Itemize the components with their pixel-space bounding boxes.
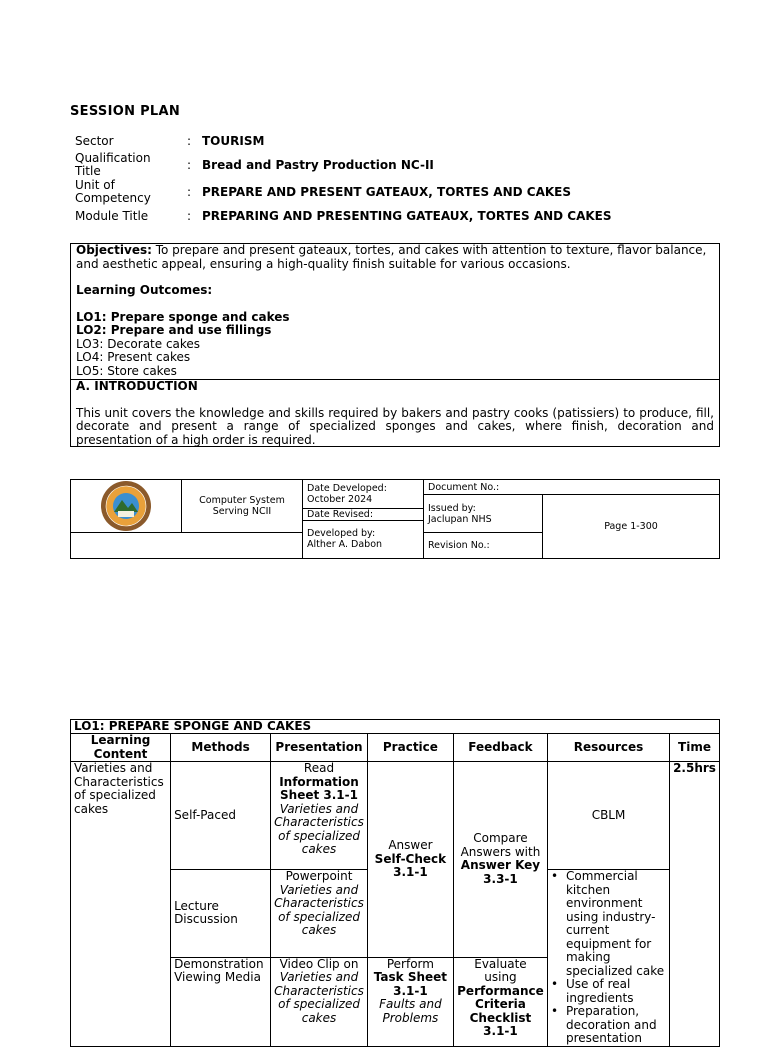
revision-no-label: Revision No.: <box>424 533 543 559</box>
column-header: Feedback <box>453 734 547 762</box>
meta-colon: : <box>187 184 192 199</box>
column-header: Methods <box>171 734 271 762</box>
meta-colon: : <box>187 134 192 148</box>
meta-row-module <box>70 206 617 226</box>
meta-label: Module Title <box>75 208 149 223</box>
column-header: Resources <box>547 734 669 762</box>
learning-content-cell: Varieties and Characteristics of specialized cakes <box>71 762 171 1047</box>
lo1-plan-table <box>70 719 720 1047</box>
school-seal-icon <box>100 480 152 532</box>
developed-by-label: Developed by: <box>307 528 376 540</box>
resource-item: • Use of real ingredients <box>566 978 666 1005</box>
column-header: Time <box>670 734 720 762</box>
objectives-section <box>71 244 719 380</box>
introduction-heading: A. INTRODUCTION <box>76 379 198 393</box>
date-developed-cell <box>303 480 424 509</box>
objectives-text: To prepare and present gateaux, tortes, and cakes with attention to texture, flavor balance, and aesthetic appeal, ensuring a high-quality finish suitable for various occasions. <box>76 243 707 271</box>
page-number: Page 1-300 <box>543 495 720 559</box>
learning-outcome-item: LO4: Present cakes <box>76 350 191 364</box>
resources-list-cell <box>547 870 669 1047</box>
presentation-pre: Read <box>303 761 335 775</box>
presentation-pre: Video Clip on <box>279 956 359 971</box>
lo1-heading: LO1: PREPARE SPONGE AND CAKES <box>71 720 720 734</box>
column-header: Learning Content <box>71 734 171 762</box>
presentation-pre: Powerpoint <box>285 869 353 883</box>
practice-topic: Faults and Problems <box>379 997 442 1025</box>
column-header: Practice <box>367 734 453 762</box>
resources-cell: CBLM <box>547 762 669 870</box>
date-developed-label: Date Developed: <box>307 482 387 494</box>
feedback-cell <box>453 762 547 958</box>
practice-pre: Answer <box>388 838 433 853</box>
practice-cell <box>367 957 453 1046</box>
meta-colon: : <box>187 157 192 172</box>
presentation-ref: Information Sheet 3.1-1 <box>279 774 359 802</box>
objectives-label: Objectives: <box>76 243 152 257</box>
meta-label: Unit of Competency <box>75 178 151 205</box>
presentation-cell <box>271 870 368 958</box>
practice-ref: Task Sheet 3.1-1 <box>373 970 448 998</box>
logo-cell <box>71 480 182 533</box>
feedback-ref: Performance Criteria Checklist 3.1-1 <box>457 983 544 1039</box>
document-no-label: Document No.: <box>424 480 720 495</box>
course-name: Computer System Serving NCII <box>182 480 303 533</box>
date-revised-label: Date Revised: <box>303 508 424 520</box>
practice-cell <box>367 762 453 958</box>
presentation-cell <box>271 762 368 870</box>
meta-row-unit <box>70 178 617 206</box>
feedback-pre: Compare Answers with <box>460 831 541 859</box>
meta-row-qualification <box>70 152 617 178</box>
meta-colon: : <box>187 208 192 223</box>
resource-item: • Preparation, decoration and presentation <box>566 1005 666 1046</box>
learning-outcome-item: LO1: Prepare sponge and cakes <box>76 309 290 324</box>
developed-by-value: Alther A. Dabon <box>307 539 383 551</box>
feedback-ref: Answer Key 3.3-1 <box>460 858 541 886</box>
issued-by-value: Jaclupan NHS <box>428 513 492 525</box>
page-title: SESSION PLAN <box>70 104 181 119</box>
session-meta <box>70 131 617 226</box>
method-cell: Demonstration Viewing Media <box>171 957 271 1046</box>
meta-label: Qualification Title <box>75 151 151 178</box>
presentation-topic: Varieties and Characteristics of specialized cakes <box>274 970 364 1025</box>
developed-by-cell <box>303 520 424 559</box>
method-cell: Lecture Discussion <box>171 870 271 958</box>
issued-by-label: Issued by: <box>428 502 476 514</box>
method-cell: Self-Paced <box>171 762 271 870</box>
learning-outcomes-heading: Learning Outcomes: <box>76 283 213 297</box>
practice-ref: Self-Check 3.1-1 <box>374 851 447 880</box>
meta-value: PREPARING AND PRESENTING GATEAUX, TORTES AND CAKES <box>202 208 612 223</box>
meta-value: Bread and Pastry Production NC-II <box>202 157 434 172</box>
presentation-topic: Varieties and Characteristics of specialized cakes <box>274 801 364 856</box>
date-developed-value: October 2024 <box>307 493 373 505</box>
column-header: Presentation <box>271 734 368 762</box>
resources-list <box>551 870 666 1046</box>
objectives-paragraph <box>76 244 714 271</box>
meta-value: PREPARE AND PRESENT GATEAUX, TORTES AND CAKES <box>202 184 572 199</box>
practice-pre: Perform <box>386 956 434 971</box>
meta-value: TOURISM <box>202 134 265 148</box>
learning-outcome-item: LO3: Decorate cakes <box>76 336 201 351</box>
presentation-cell <box>271 957 368 1046</box>
meta-row-sector <box>70 131 617 152</box>
feedback-cell <box>453 957 547 1046</box>
learning-outcome-item: LO5: Store cakes <box>76 363 177 378</box>
presentation-topic: Varieties and Characteristics of specialized cakes <box>274 882 364 937</box>
introduction-text: This unit covers the knowledge and skills required by bakers and pastry cooks (patissiers) to produce, fill, decorate and present a range of specialized sponges and cakes, where finish, decoration and presentation of a high order is required. <box>76 405 714 447</box>
introduction-section <box>71 380 719 447</box>
resource-item: • Commercial kitchen environment using industry-current equipment for making specialized cake <box>566 870 666 978</box>
learning-outcome-item: LO2: Prepare and use fillings <box>76 323 272 337</box>
meta-label: Sector <box>75 134 114 148</box>
feedback-pre: Evaluate using <box>474 956 527 985</box>
issued-by-cell <box>424 495 543 533</box>
objectives-box <box>70 243 720 447</box>
document-header <box>70 479 720 559</box>
logo-course-spacer <box>71 533 303 559</box>
time-cell: 2.5hrs <box>670 762 720 1047</box>
